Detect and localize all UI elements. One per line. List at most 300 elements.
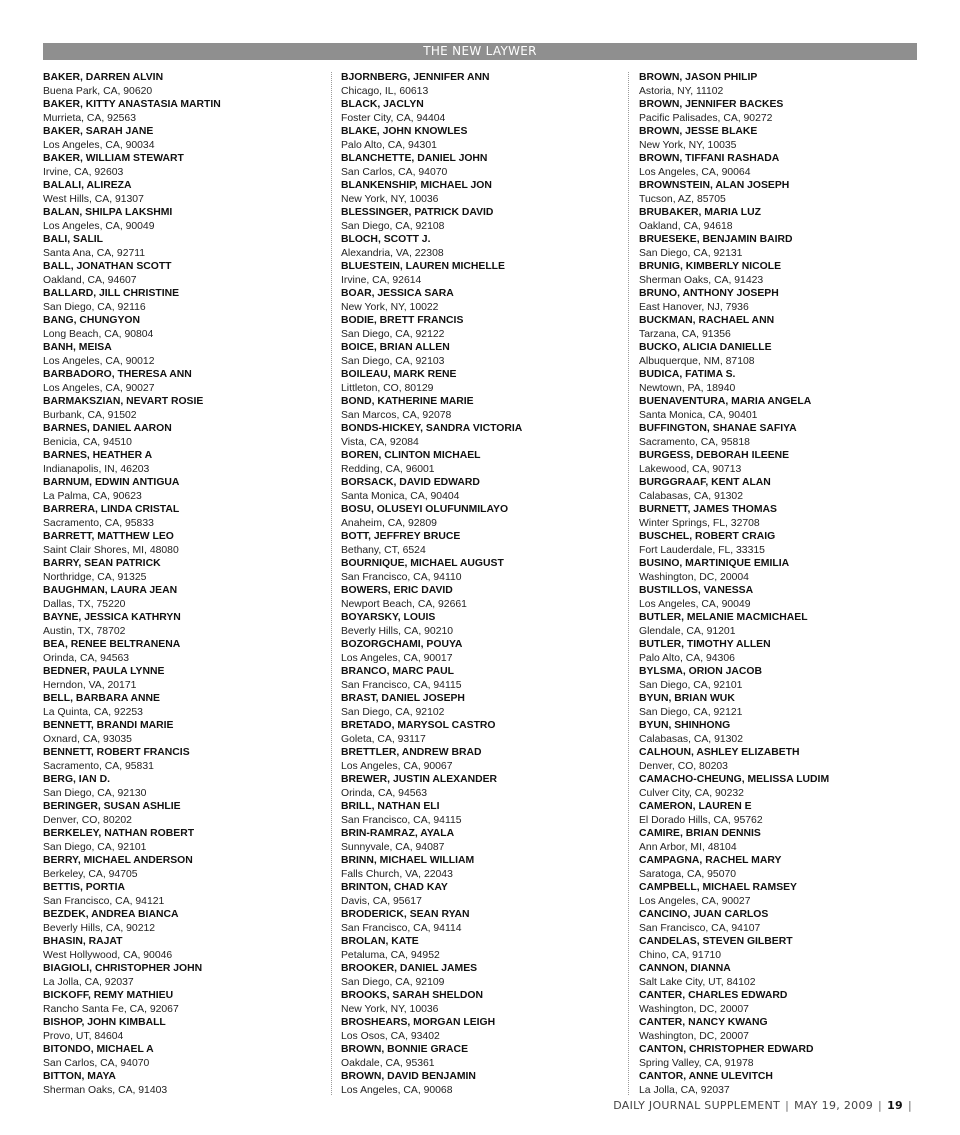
attorney-location: Calabasas, CA, 91302 (639, 733, 743, 745)
attorney-name: BETTIS, PORTIA (43, 882, 125, 893)
attorney-entry (639, 935, 924, 962)
attorney-location: Orinda, CA, 94563 (43, 652, 130, 664)
attorney-entry (341, 935, 626, 962)
attorney-entry (341, 233, 626, 260)
attorney-location: San Diego, CA, 92108 (341, 220, 445, 232)
attorney-location: Denver, CO, 80203 (639, 760, 728, 772)
attorney-location: San Diego, CA, 92116 (43, 301, 146, 313)
attorney-name: CAMACHO-CHEUNG, MELISSA LUDIM (639, 774, 830, 785)
attorney-entry (43, 854, 328, 881)
footer-separator: | (907, 1099, 912, 1112)
attorney-name: BRODERICK, SEAN RYAN (341, 909, 470, 920)
attorney-location: San Diego, CA, 92101 (43, 841, 147, 853)
attorney-location: Sunnyvale, CA, 94087 (341, 841, 445, 853)
attorney-entry (639, 71, 924, 98)
attorney-name: BUTLER, MELANIE MACMICHAEL (639, 612, 808, 623)
attorney-entry (639, 908, 924, 935)
attorney-name: BITTON, MAYA (43, 1071, 116, 1082)
attorney-location: Long Beach, CA, 90804 (43, 328, 154, 340)
attorney-location: Washington, DC, 20007 (639, 1030, 749, 1042)
attorney-name: BUFFINGTON, SHANAE SAFIYA (639, 423, 797, 434)
attorney-location: Los Angeles, CA, 90064 (639, 166, 751, 178)
attorney-location: Ann Arbor, MI, 48104 (639, 841, 737, 853)
attorney-entry (341, 989, 626, 1016)
attorney-location: Redding, CA, 96001 (341, 463, 435, 475)
attorney-entry (639, 719, 924, 746)
attorney-entry (639, 179, 924, 206)
attorney-entry (43, 989, 328, 1016)
attorney-name: BUSCHEL, ROBERT CRAIG (639, 531, 776, 542)
attorney-location: Los Angeles, CA, 90049 (43, 220, 155, 232)
attorney-name: BONDS-HICKEY, SANDRA VICTORIA (341, 423, 523, 434)
attorney-name: BAKER, WILLIAM STEWART (43, 153, 184, 164)
attorney-entry (341, 179, 626, 206)
attorney-entry (43, 1043, 328, 1070)
section-header-bar (43, 43, 917, 60)
attorney-name: BERINGER, SUSAN ASHLIE (43, 801, 181, 812)
attorney-entry (341, 827, 626, 854)
attorney-name: BAUGHMAN, LAURA JEAN (43, 585, 178, 596)
attorney-location: Palo Alto, CA, 94301 (341, 139, 437, 151)
attorney-location: Spring Valley, CA, 91978 (639, 1057, 754, 1069)
attorney-location: Washington, DC, 20007 (639, 1003, 749, 1015)
attorney-entry (43, 1070, 328, 1097)
attorney-entry (43, 584, 328, 611)
attorney-name: CAMPBELL, MICHAEL RAMSEY (639, 882, 797, 893)
attorney-location: Sherman Oaks, CA, 91403 (43, 1084, 168, 1096)
attorney-entry (639, 1043, 924, 1070)
attorney-entry (341, 584, 626, 611)
attorney-location: San Diego, CA, 92122 (341, 328, 445, 340)
attorney-location: San Diego, CA, 92102 (341, 706, 445, 718)
attorney-name: BANH, MEISA (43, 342, 112, 353)
attorney-location: Lakewood, CA, 90713 (639, 463, 742, 475)
attorney-location: Glendale, CA, 91201 (639, 625, 736, 637)
attorney-location: Tarzana, CA, 91356 (639, 328, 731, 340)
column-divider (628, 72, 629, 1095)
attorney-entry (341, 1043, 626, 1070)
attorney-location: Alexandria, VA, 22308 (341, 247, 444, 259)
publication-date: MAY 19, 2009 (794, 1099, 874, 1112)
attorney-location: Anaheim, CA, 92809 (341, 517, 437, 529)
attorney-location: Beverly Hills, CA, 90212 (43, 922, 156, 934)
attorney-name: BERRY, MICHAEL ANDERSON (43, 855, 193, 866)
attorney-entry (341, 530, 626, 557)
attorney-name: BODIE, BRETT FRANCIS (341, 315, 464, 326)
attorney-name: CANTOR, ANNE ULEVITCH (639, 1071, 773, 1082)
attorney-location: Washington, DC, 20004 (639, 571, 749, 583)
attorney-name: BRAST, DANIEL JOSEPH (341, 693, 465, 704)
attorney-name: BROLAN, KATE (341, 936, 419, 947)
attorney-location: San Diego, CA, 92130 (43, 787, 147, 799)
attorney-entry (341, 881, 626, 908)
attorney-entry (43, 125, 328, 152)
attorney-name: CANCINO, JUAN CARLOS (639, 909, 769, 920)
attorney-location: San Diego, CA, 92101 (639, 679, 743, 691)
attorney-entry (43, 260, 328, 287)
attorney-location: San Francisco, CA, 94114 (341, 922, 462, 934)
attorney-location: Foster City, CA, 94404 (341, 112, 446, 124)
attorney-location: Santa Ana, CA, 92711 (43, 247, 146, 259)
attorney-entry (43, 719, 328, 746)
attorney-name: BEZDEK, ANDREA BIANCA (43, 909, 179, 920)
attorney-location: Orinda, CA, 94563 (341, 787, 428, 799)
attorney-name: CANTER, NANCY KWANG (639, 1017, 768, 1028)
attorney-name: BROWN, JESSE BLAKE (639, 126, 758, 137)
attorney-location: Los Angeles, CA, 90027 (639, 895, 751, 907)
attorney-name: BARNES, DANIEL AARON (43, 423, 172, 434)
attorney-entry (639, 638, 924, 665)
attorney-name: BRANCO, MARC PAUL (341, 666, 454, 677)
attorney-name: BLESSINGER, PATRICK DAVID (341, 207, 494, 218)
attorney-entry (639, 233, 924, 260)
attorney-name: BRUESEKE, BENJAMIN BAIRD (639, 234, 793, 245)
attorney-entry (639, 1016, 924, 1043)
attorney-location: Winter Springs, FL, 32708 (639, 517, 760, 529)
attorney-name: BUDICA, FATIMA S. (639, 369, 736, 380)
attorney-name: BURNETT, JAMES THOMAS (639, 504, 777, 515)
attorney-location: Culver City, CA, 90232 (639, 787, 744, 799)
attorney-name: BARRETT, MATTHEW LEO (43, 531, 174, 542)
attorney-entry (341, 800, 626, 827)
attorney-name: CANTER, CHARLES EDWARD (639, 990, 788, 1001)
attorney-name: CAMPAGNA, RACHEL MARY (639, 855, 782, 866)
attorney-name: BRUBAKER, MARIA LUZ (639, 207, 761, 218)
attorney-location: San Francisco, CA, 94121 (43, 895, 165, 907)
publication-name: DAILY JOURNAL SUPPLEMENT (613, 1099, 781, 1112)
attorney-location: West Hollywood, CA, 90046 (43, 949, 173, 961)
attorney-entry (43, 206, 328, 233)
attorney-location: Burbank, CA, 91502 (43, 409, 137, 421)
attorney-entry (341, 665, 626, 692)
attorney-entry (639, 1070, 924, 1097)
attorney-entry (43, 395, 328, 422)
attorney-entry (341, 908, 626, 935)
attorney-entry (341, 1016, 626, 1043)
attorney-entry (341, 854, 626, 881)
attorney-location: Austin, TX, 78702 (43, 625, 126, 637)
attorney-location: San Diego, CA, 92121 (639, 706, 743, 718)
attorney-entry (341, 314, 626, 341)
attorney-name: BRETTLER, ANDREW BRAD (341, 747, 482, 758)
attorney-entry (43, 530, 328, 557)
attorney-entry (43, 611, 328, 638)
attorney-location: Santa Monica, CA, 90404 (341, 490, 460, 502)
attorney-location: Vista, CA, 92084 (341, 436, 419, 448)
attorney-location: La Palma, CA, 90623 (43, 490, 142, 502)
attorney-location: Davis, CA, 95617 (341, 895, 422, 907)
attorney-location: Los Angeles, CA, 90034 (43, 139, 155, 151)
attorney-location: Bethany, CT, 6524 (341, 544, 426, 556)
attorney-name: BUSTILLOS, VANESSA (639, 585, 754, 596)
attorney-name: BAKER, SARAH JANE (43, 126, 154, 137)
attorney-location: Littleton, CO, 80129 (341, 382, 434, 394)
attorney-name: BLANKENSHIP, MICHAEL JON (341, 180, 492, 191)
attorney-name: BAKER, KITTY ANASTASIA MARTIN (43, 99, 221, 110)
attorney-location: New York, NY, 10022 (341, 301, 439, 313)
attorney-entry (639, 98, 924, 125)
attorney-name: BOYARSKY, LOUIS (341, 612, 436, 623)
attorney-entry (639, 557, 924, 584)
attorney-name: BICKOFF, REMY MATHIEU (43, 990, 174, 1001)
attorney-entry (341, 260, 626, 287)
attorney-name: BUTLER, TIMOTHY ALLEN (639, 639, 771, 650)
attorney-entry (341, 71, 626, 98)
attorney-entry (341, 503, 626, 530)
attorney-location: Chicago, IL, 60613 (341, 85, 429, 97)
attorney-location: Irvine, CA, 92614 (341, 274, 422, 286)
attorney-entry (43, 287, 328, 314)
attorney-entry (639, 854, 924, 881)
attorney-entry (639, 773, 924, 800)
page-footer (613, 1098, 917, 1114)
attorney-location: Palo Alto, CA, 94306 (639, 652, 735, 664)
attorney-name: BERKELEY, NATHAN ROBERT (43, 828, 195, 839)
attorney-entry (639, 746, 924, 773)
attorney-name: BRILL, NATHAN ELI (341, 801, 440, 812)
attorney-entry (639, 395, 924, 422)
attorney-name: BITONDO, MICHAEL A (43, 1044, 154, 1055)
attorney-entry (639, 962, 924, 989)
attorney-location: Indianapolis, IN, 46203 (43, 463, 150, 475)
attorney-location: Salt Lake City, UT, 84102 (639, 976, 756, 988)
attorney-name: BUENAVENTURA, MARIA ANGELA (639, 396, 812, 407)
attorney-location: Falls Church, VA, 22043 (341, 868, 453, 880)
attorney-location: Provo, UT, 84604 (43, 1030, 124, 1042)
attorney-name: BARRY, SEAN PATRICK (43, 558, 161, 569)
attorney-entry (341, 152, 626, 179)
attorney-entry (341, 368, 626, 395)
attorney-name: CAMERON, LAUREN E (639, 801, 752, 812)
attorney-location: San Marcos, CA, 92078 (341, 409, 452, 421)
attorney-location: New York, NY, 10036 (341, 1003, 439, 1015)
attorney-name: BOND, KATHERINE MARIE (341, 396, 474, 407)
footer-separator: | (785, 1099, 790, 1112)
attorney-location: Saratoga, CA, 95070 (639, 868, 737, 880)
attorney-name: CANTON, CHRISTOPHER EDWARD (639, 1044, 814, 1055)
attorney-entry (639, 584, 924, 611)
attorney-name: BOTT, JEFFREY BRUCE (341, 531, 461, 542)
attorney-entry (341, 692, 626, 719)
attorney-entry (43, 908, 328, 935)
attorney-name: BROWN, DAVID BENJAMIN (341, 1071, 476, 1082)
attorney-entry (639, 692, 924, 719)
attorney-location: West Hills, CA, 91307 (43, 193, 144, 205)
attorney-location: San Diego, CA, 92103 (341, 355, 445, 367)
attorney-location: New York, NY, 10035 (639, 139, 737, 151)
attorney-location: San Francisco, CA, 94110 (341, 571, 462, 583)
attorney-name: BRIN-RAMRAZ, AYALA (341, 828, 455, 839)
attorney-location: Goleta, CA, 93117 (341, 733, 426, 745)
attorney-name: BLUESTEIN, LAUREN MICHELLE (341, 261, 505, 272)
attorney-entry (639, 341, 924, 368)
attorney-name: BUCKO, ALICIA DANIELLE (639, 342, 772, 353)
listing-column-3 (639, 71, 924, 1097)
attorney-location: Los Angeles, CA, 90017 (341, 652, 453, 664)
attorney-entry (43, 152, 328, 179)
attorney-name: BUSINO, MARTINIQUE EMILIA (639, 558, 790, 569)
attorney-entry (341, 611, 626, 638)
attorney-location: San Francisco, CA, 94115 (341, 679, 462, 691)
attorney-location: Benicia, CA, 94510 (43, 436, 132, 448)
attorney-entry (43, 1016, 328, 1043)
attorney-entry (43, 773, 328, 800)
attorney-name: BROWN, JASON PHILIP (639, 72, 758, 83)
attorney-entry (43, 449, 328, 476)
attorney-name: BOREN, CLINTON MICHAEL (341, 450, 481, 461)
attorney-entry (43, 881, 328, 908)
attorney-location: Newtown, PA, 18940 (639, 382, 736, 394)
attorney-entry (639, 665, 924, 692)
attorney-entry (341, 746, 626, 773)
attorney-name: BARBADORO, THERESA ANN (43, 369, 192, 380)
attorney-location: Chino, CA, 91710 (639, 949, 722, 961)
attorney-location: Beverly Hills, CA, 90210 (341, 625, 454, 637)
attorney-entry (639, 989, 924, 1016)
attorney-entry (43, 179, 328, 206)
footer-separator: | (878, 1099, 883, 1112)
attorney-entry (341, 422, 626, 449)
listing-column-1 (43, 71, 328, 1097)
attorney-name: BARMAKSZIAN, NEVART ROSIE (43, 396, 204, 407)
attorney-entry (639, 125, 924, 152)
attorney-name: BLOCH, SCOTT J. (341, 234, 431, 245)
attorney-location: Oakland, CA, 94618 (639, 220, 733, 232)
attorney-entry (639, 503, 924, 530)
attorney-location: Albuquerque, NM, 87108 (639, 355, 755, 367)
attorney-name: BEA, RENEE BELTRANENA (43, 639, 181, 650)
attorney-entry (341, 962, 626, 989)
attorney-entry (341, 125, 626, 152)
attorney-name: BALAN, SHILPA LAKSHMI (43, 207, 173, 218)
attorney-location: Astoria, NY, 11102 (639, 85, 724, 97)
attorney-location: Sacramento, CA, 95831 (43, 760, 154, 772)
attorney-location: Petaluma, CA, 94952 (341, 949, 440, 961)
attorney-location: Saint Clair Shores, MI, 48080 (43, 544, 179, 556)
attorney-name: BANG, CHUNGYON (43, 315, 140, 326)
attorney-name: BOZORGCHAMI, POUYA (341, 639, 463, 650)
attorney-entry (639, 260, 924, 287)
attorney-location: San Diego, CA, 92131 (639, 247, 743, 259)
attorney-location: Santa Monica, CA, 90401 (639, 409, 758, 421)
attorney-entry (341, 1070, 626, 1097)
attorney-location: Buena Park, CA, 90620 (43, 85, 153, 97)
attorney-location: Herndon, VA, 20171 (43, 679, 137, 691)
attorney-entry (43, 962, 328, 989)
attorney-name: CANDELAS, STEVEN GILBERT (639, 936, 793, 947)
attorney-location: Oxnard, CA, 93035 (43, 733, 132, 745)
attorney-name: BROWN, JENNIFER BACKES (639, 99, 784, 110)
attorney-name: BRETADO, MARYSOL CASTRO (341, 720, 496, 731)
attorney-name: BALI, SALIL (43, 234, 104, 245)
attorney-name: BOWERS, ERIC DAVID (341, 585, 453, 596)
attorney-entry (43, 827, 328, 854)
attorney-entry (341, 98, 626, 125)
attorney-location: Los Angeles, CA, 90012 (43, 355, 155, 367)
attorney-name: BRUNIG, KIMBERLY NICOLE (639, 261, 782, 272)
attorney-entry (639, 476, 924, 503)
attorney-entry (639, 530, 924, 557)
attorney-name: BYUN, BRIAN WUK (639, 693, 735, 704)
attorney-location: San Francisco, CA, 94107 (639, 922, 761, 934)
attorney-location: East Hanover, NJ, 7936 (639, 301, 749, 313)
attorney-entry (341, 287, 626, 314)
attorney-name: BARNUM, EDWIN ANTIGUA (43, 477, 180, 488)
attorney-name: BURGESS, DEBORAH ILEENE (639, 450, 790, 461)
attorney-location: Newport Beach, CA, 92661 (341, 598, 467, 610)
attorney-entry (43, 422, 328, 449)
attorney-name: BROOKS, SARAH SHELDON (341, 990, 484, 1001)
attorney-name: BOICE, BRIAN ALLEN (341, 342, 450, 353)
attorney-name: BAYNE, JESSICA KATHRYN (43, 612, 181, 623)
attorney-location: La Quinta, CA, 92253 (43, 706, 143, 718)
attorney-entry (43, 638, 328, 665)
attorney-name: BIAGIOLI, CHRISTOPHER JOHN (43, 963, 203, 974)
page-number: 19 (887, 1099, 903, 1112)
attorney-location: La Jolla, CA, 92037 (43, 976, 134, 988)
attorney-name: CAMIRE, BRIAN DENNIS (639, 828, 761, 839)
attorney-name: BARNES, HEATHER A (43, 450, 153, 461)
attorney-name: BHASIN, RAJAT (43, 936, 123, 947)
attorney-entry (639, 800, 924, 827)
attorney-entry (43, 746, 328, 773)
attorney-name: BERG, IAN D. (43, 774, 110, 785)
attorney-entry (341, 638, 626, 665)
attorney-entry (341, 557, 626, 584)
attorney-name: BARRERA, LINDA CRISTAL (43, 504, 180, 515)
attorney-entry (639, 368, 924, 395)
attorney-name: BENNETT, ROBERT FRANCIS (43, 747, 190, 758)
attorney-location: Los Angeles, CA, 90067 (341, 760, 453, 772)
attorney-name: CALHOUN, ASHLEY ELIZABETH (639, 747, 800, 758)
attorney-entry (639, 206, 924, 233)
attorney-name: BOAR, JESSICA SARA (341, 288, 454, 299)
attorney-location: San Carlos, CA, 94070 (43, 1057, 150, 1069)
attorney-name: BLACK, JACLYN (341, 99, 424, 110)
attorney-location: Sacramento, CA, 95833 (43, 517, 154, 529)
attorney-entry (341, 719, 626, 746)
attorney-entry (43, 368, 328, 395)
attorney-entry (341, 206, 626, 233)
attorney-name: BEDNER, PAULA LYNNE (43, 666, 165, 677)
attorney-entry (639, 152, 924, 179)
attorney-entry (639, 314, 924, 341)
attorney-location: La Jolla, CA, 92037 (639, 1084, 730, 1096)
attorney-name: BAKER, DARREN ALVIN (43, 72, 164, 83)
attorney-name: BUCKMAN, RACHAEL ANN (639, 315, 775, 326)
attorney-entry (639, 611, 924, 638)
attorney-name: BALLARD, JILL CHRISTINE (43, 288, 180, 299)
attorney-entry (639, 881, 924, 908)
attorney-name: BISHOP, JOHN KIMBALL (43, 1017, 166, 1028)
attorney-location: Los Angeles, CA, 90027 (43, 382, 155, 394)
attorney-entry (43, 503, 328, 530)
attorney-name: BALL, JONATHAN SCOTT (43, 261, 172, 272)
attorney-entry (43, 557, 328, 584)
attorney-location: Rancho Santa Fe, CA, 92067 (43, 1003, 179, 1015)
attorney-name: BRINN, MICHAEL WILLIAM (341, 855, 475, 866)
attorney-location: Denver, CO, 80202 (43, 814, 132, 826)
attorney-location: Dallas, TX, 75220 (43, 598, 126, 610)
attorney-name: BOURNIQUE, MICHAEL AUGUST (341, 558, 504, 569)
attorney-entry (43, 98, 328, 125)
attorney-entry (341, 476, 626, 503)
attorney-location: Los Angeles, CA, 90049 (639, 598, 751, 610)
attorney-name: BYUN, SHINHONG (639, 720, 731, 731)
attorney-name: BROWN, TIFFANI RASHADA (639, 153, 780, 164)
attorney-location: Sacramento, CA, 95818 (639, 436, 750, 448)
column-divider (331, 72, 332, 1095)
